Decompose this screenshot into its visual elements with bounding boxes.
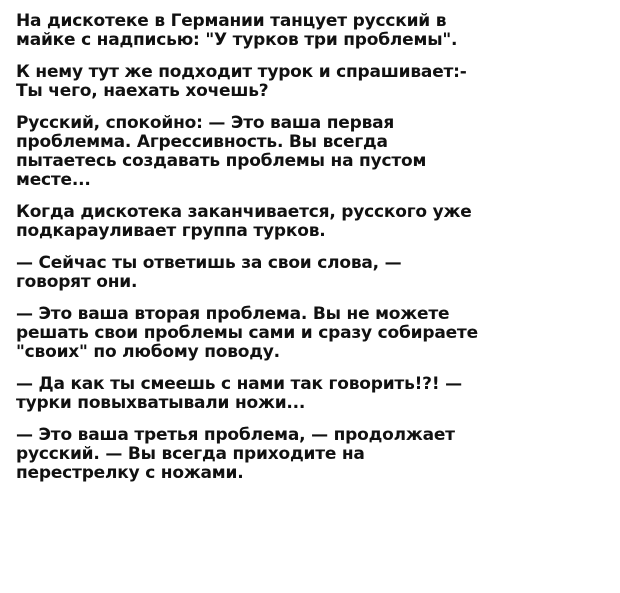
paragraph-3: Русский, спокойно: — Это ваша первая проблемма. Агрессивность. Вы всегда пытаетесь создавать проблемы на пустом месте... — [16, 113, 427, 190]
paragraph-4: Когда дискотека заканчивается, русского уже подкарауливает группа турков. — [16, 202, 472, 241]
paragraph-5: — Сейчас ты ответишь за свои слова, — говорят они. — [16, 253, 402, 292]
paragraph-6: — Это ваша вторая проблема. Вы не можете решать свои проблемы сами и сразу собираете "своих" по любому поводу. — [16, 304, 478, 362]
paragraph-8: — Это ваша третья проблема, — продолжает русский. — Вы всегда приходите на перестрелку с ножами. — [16, 425, 455, 483]
paragraph-1: На дискотеке в Германии танцует русский в майке с надписью: "У турков три проблемы". — [16, 11, 458, 50]
paragraph-7: — Да как ты смеешь с нами так говорить!?! — турки повыхватывали ножи... — [16, 374, 462, 413]
paragraph-2: К нему тут же подходит турок и спрашивает:- Ты чего, наехать хочешь? — [16, 62, 467, 101]
